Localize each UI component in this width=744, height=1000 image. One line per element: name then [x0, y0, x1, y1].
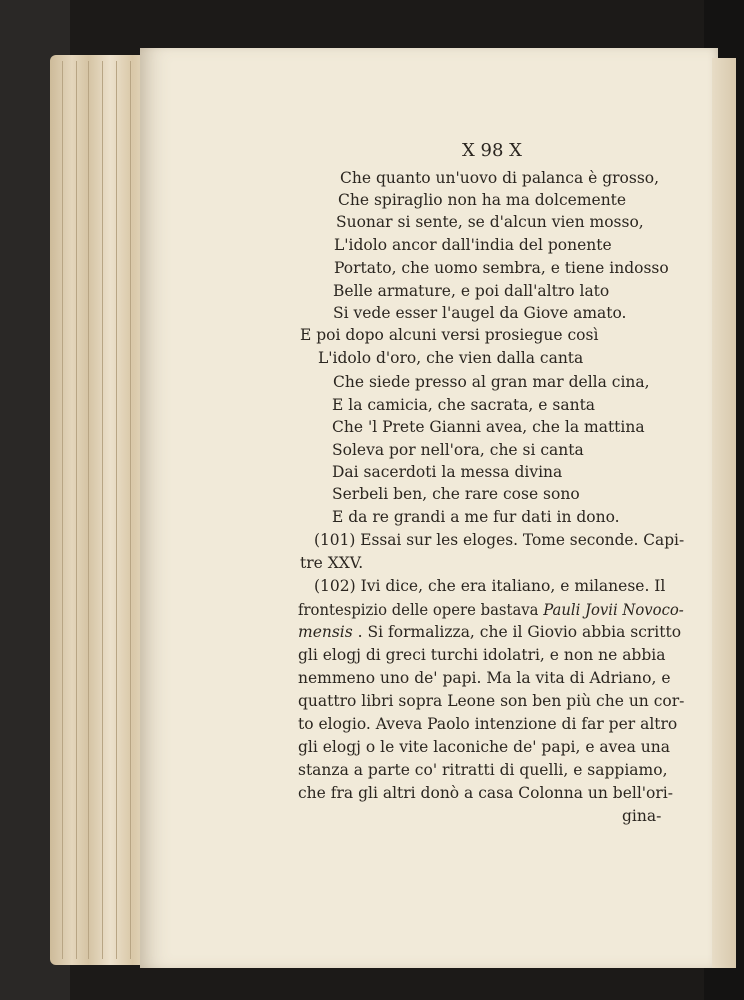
- poem-line: Che spiraglio non ha ma dolcemente: [338, 191, 627, 209]
- poem-line: Che quanto un'uovo di palanca è grosso,: [340, 169, 660, 187]
- poem-line: Serbeli ben, che rare cose sono: [332, 485, 580, 503]
- footnote-101-line: (101) Essai sur les eloges. Tome seconde. Capi-: [314, 531, 685, 549]
- poem-line: Si vede esser l'augel da Giove amato.: [333, 304, 627, 322]
- poem-line: L'idolo ancor dall'india del ponente: [334, 236, 612, 254]
- poem-line: Suonar si sente, se d'alcun vien mosso,: [336, 213, 644, 231]
- footnote-102-line: gli elogj o le vite laconiche de' papi, e avea una: [298, 738, 670, 756]
- poem-line: Dai sacerdoti la messa divina: [332, 463, 563, 481]
- footnote-102-line: [298, 622, 681, 642]
- poem-line: E la camicia, che sacrata, e santa: [332, 396, 596, 414]
- footnote-102-line: quattro libri sopra Leone son ben più che un cor-: [298, 692, 685, 710]
- footnote-102-line: stanza a parte co' ritratti di quelli, e sappiamo,: [298, 761, 668, 779]
- poem-line: Belle armature, e poi dall'altro lato: [333, 282, 610, 300]
- footnote-102-line: che fra gli altri donò a casa Colonna un bell'ori-: [298, 784, 673, 802]
- poem-line: Portato, che uomo sembra, e tiene indosso: [334, 259, 669, 277]
- latin-title-italic: mensis: [298, 623, 353, 641]
- footnote-102-line: [298, 600, 684, 620]
- footnote-text: frontespizio delle opere bastava: [298, 601, 544, 619]
- footnote-102-line: gli elogj di greci turchi idolatri, e non ne abbia: [298, 646, 666, 664]
- poem-line: L'idolo d'oro, che vien dalla canta: [318, 349, 584, 367]
- poem-line: E da re grandi a me fur dati in dono.: [332, 508, 620, 526]
- latin-title-italic: Pauli Jovii Novoco-: [543, 601, 684, 619]
- poem-line: Che siede presso al gran mar della cina,: [333, 373, 650, 391]
- poem-line: Che 'l Prete Gianni avea, che la mattina: [332, 418, 645, 436]
- footnote-102-line: to elogio. Aveva Paolo intenzione di far per altro: [298, 715, 678, 733]
- footnote-102-line: nemmeno uno de' papi. Ma la vita di Adriano, e: [298, 669, 671, 687]
- page-number-header: X 98 X: [462, 140, 522, 161]
- footnote-text: . Si formalizza, che il Giovio abbia scritto: [357, 623, 682, 641]
- footnote-102-line: (102) Ivi dice, che era italiano, e milanese. Il: [314, 577, 666, 595]
- bridge-line: E poi dopo alcuni versi prosiegue così: [300, 326, 599, 344]
- footnote-101-line: tre XXV.: [300, 554, 364, 572]
- catchword: gina-: [622, 807, 662, 825]
- poem-line: Soleva por nell'ora, che si canta: [332, 441, 584, 459]
